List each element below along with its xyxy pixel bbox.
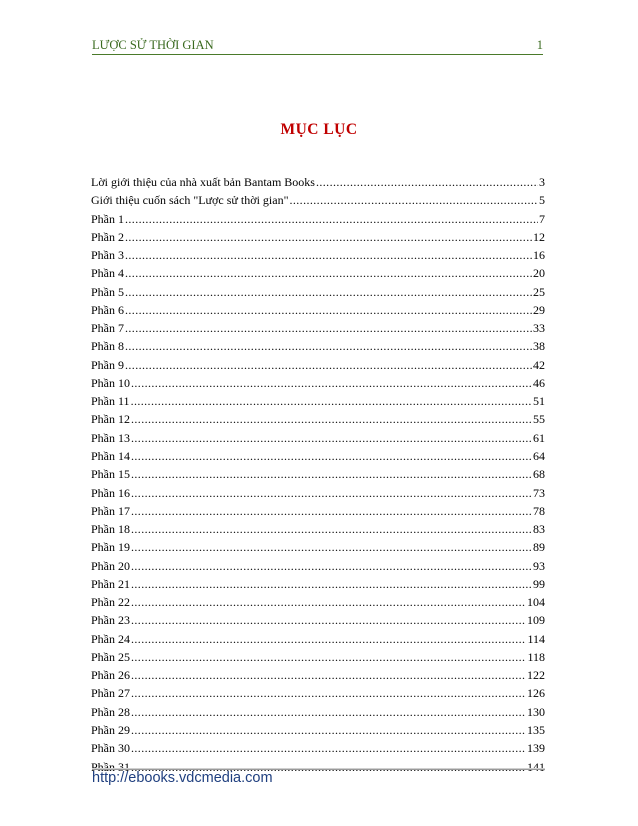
toc-entry-label: Phần 5 — [91, 284, 124, 299]
toc-entry-page: 104 — [527, 595, 545, 610]
toc-entry[interactable] — [91, 210, 545, 228]
toc-entry-page: 55 — [533, 412, 545, 427]
dot-leader — [125, 228, 532, 246]
toc-entry-page: 73 — [533, 485, 545, 500]
toc-entry-page: 139 — [527, 741, 545, 756]
toc-entry-page: 135 — [527, 722, 545, 737]
dot-leader — [125, 264, 532, 282]
dot-leader — [125, 210, 538, 228]
toc-entry-label: Phần 15 — [91, 467, 130, 482]
toc-entry-page: 42 — [533, 357, 545, 372]
dot-leader — [125, 283, 532, 301]
toc-entry-label: Phần 2 — [91, 229, 124, 244]
toc-entry-page: 141 — [527, 759, 545, 774]
dot-leader — [131, 739, 526, 757]
dot-leader — [131, 721, 526, 739]
toc-entry-label: Phần 9 — [91, 357, 124, 372]
toc-entry-label: Phần 21 — [91, 576, 130, 591]
toc-entry[interactable] — [91, 557, 545, 575]
toc-entry[interactable] — [91, 447, 545, 465]
dot-leader — [131, 630, 526, 648]
toc-entry-label: Phần 30 — [91, 741, 130, 756]
toc-entry[interactable] — [91, 410, 545, 428]
dot-leader — [131, 593, 526, 611]
toc-entry-page: 99 — [533, 576, 545, 591]
toc-entry-label: Phần 27 — [91, 686, 130, 701]
toc-entry-page: 78 — [533, 503, 545, 518]
toc-entry-page: 16 — [533, 248, 545, 263]
toc-entry-page: 3 — [539, 175, 545, 189]
dot-leader — [131, 684, 526, 702]
toc-entry[interactable] — [91, 301, 545, 319]
toc-entry-page: 46 — [533, 375, 545, 390]
toc-entry-label: Phần 31 — [91, 759, 130, 774]
footer-link[interactable]: http://ebooks.vdcmedia.com — [92, 770, 273, 786]
toc-entry-page: 12 — [533, 229, 545, 244]
toc-entry-label: Phần 26 — [91, 668, 130, 683]
toc-entry[interactable] — [91, 666, 545, 684]
toc-heading: MỤC LỤC — [280, 121, 358, 138]
toc-entry-page: 20 — [533, 266, 545, 281]
toc-entry[interactable] — [91, 484, 545, 502]
toc-entry-page: 33 — [533, 321, 545, 336]
running-header — [92, 34, 543, 55]
toc-entry-page: 126 — [527, 686, 545, 701]
toc-entry[interactable] — [91, 191, 545, 209]
toc-entry-label: Phần 24 — [91, 631, 130, 646]
header-page-number: 1 — [536, 38, 543, 52]
dot-leader — [131, 520, 532, 538]
toc-entry[interactable] — [91, 264, 545, 282]
dot-leader — [131, 703, 526, 721]
toc-entry[interactable] — [91, 228, 545, 246]
toc-entry-page: 51 — [533, 394, 545, 409]
dot-leader — [131, 465, 532, 483]
toc-entry-label: Phần 20 — [91, 558, 130, 573]
toc-entry[interactable] — [91, 337, 545, 355]
toc-entry-label: Phần 1 — [91, 211, 124, 226]
toc-entry[interactable] — [91, 429, 545, 447]
toc-entry-label: Phần 12 — [91, 412, 130, 427]
toc-entry-page: 64 — [533, 448, 545, 463]
toc-entry[interactable] — [91, 520, 545, 538]
toc-entry[interactable] — [91, 283, 545, 301]
dot-leader — [131, 648, 526, 666]
toc-entry-label: Lời giới thiệu của nhà xuất bản Bantam Books — [91, 175, 315, 189]
toc-entry-label: Phần 11 — [91, 394, 130, 409]
toc-entry-page: 89 — [533, 540, 545, 555]
toc-entry-page: 25 — [533, 284, 545, 299]
dot-leader — [131, 538, 532, 556]
toc-entry-page: 114 — [527, 631, 545, 646]
dot-leader — [125, 301, 532, 319]
toc-entry-label: Phần 4 — [91, 266, 124, 281]
toc-entry-label: Phần 16 — [91, 485, 130, 500]
toc-entry-page: 68 — [533, 467, 545, 482]
toc-entry-label: Phần 10 — [91, 375, 130, 390]
dot-leader — [125, 246, 532, 264]
toc-entry-label: Phần 23 — [91, 613, 130, 628]
dot-leader — [125, 337, 532, 355]
toc-entry[interactable] — [91, 575, 545, 593]
toc-entry[interactable] — [91, 319, 545, 337]
toc-entry-label: Phần 22 — [91, 595, 130, 610]
toc-entry[interactable] — [91, 593, 545, 611]
toc-entry[interactable] — [91, 246, 545, 264]
dot-leader — [131, 392, 532, 410]
dot-leader — [131, 575, 532, 593]
toc-entry-label: Phần 6 — [91, 302, 124, 317]
toc-entry-label: Phần 25 — [91, 649, 130, 664]
toc-entry-label: Phần 8 — [91, 339, 124, 354]
toc-entry[interactable] — [91, 538, 545, 556]
toc-entry-label: Phần 18 — [91, 522, 130, 537]
dot-leader — [131, 429, 532, 447]
toc-entry-page: 93 — [533, 558, 545, 573]
toc-entry[interactable] — [91, 611, 545, 629]
dot-leader — [131, 502, 532, 520]
toc-entry[interactable] — [91, 173, 545, 191]
toc-entry-page: 7 — [539, 211, 545, 226]
dot-leader — [131, 484, 532, 502]
toc-entry-label: Giới thiệu cuốn sách "Lược sử thời gian" — [91, 193, 289, 208]
toc-entry[interactable] — [91, 374, 545, 392]
toc-entry-page: 109 — [527, 613, 545, 628]
toc-entry-page: 5 — [539, 193, 545, 208]
dot-leader — [131, 666, 526, 684]
toc-entry-label: Phần 14 — [91, 448, 130, 463]
dot-leader — [125, 319, 532, 337]
dot-leader — [131, 611, 526, 629]
toc-entry[interactable] — [91, 721, 545, 739]
table-of-contents — [91, 173, 545, 776]
toc-entry-page: 122 — [527, 668, 545, 683]
dot-leader — [125, 356, 532, 374]
toc-entry[interactable] — [91, 648, 545, 666]
toc-entry-label: Phần 17 — [91, 503, 130, 518]
toc-entry[interactable] — [91, 684, 545, 702]
dot-leader — [316, 173, 538, 191]
toc-entry-page: 83 — [533, 522, 545, 537]
toc-entry[interactable] — [91, 502, 545, 520]
dot-leader — [131, 447, 532, 465]
toc-entry-label: Phần 29 — [91, 722, 130, 737]
toc-entry-page: 29 — [533, 302, 545, 317]
header-title: LƯỢC SỬ THỜI GIAN — [92, 38, 214, 52]
dot-leader — [131, 374, 532, 392]
toc-entry[interactable] — [91, 356, 545, 374]
toc-entry-label: Phần 13 — [91, 430, 130, 445]
dot-leader — [131, 410, 532, 428]
toc-entry-page: 130 — [527, 704, 545, 719]
toc-entry-label: Phần 19 — [91, 540, 130, 555]
toc-entry-label: Phần 7 — [91, 321, 124, 336]
toc-entry-page: 118 — [527, 649, 545, 664]
toc-entry-label: Phần 3 — [91, 248, 124, 263]
dot-leader — [131, 557, 532, 575]
toc-entry-page: 61 — [533, 430, 545, 445]
toc-entry[interactable] — [91, 630, 545, 648]
toc-entry-label: Phần 28 — [91, 704, 130, 719]
toc-entry[interactable] — [91, 465, 545, 483]
toc-entry[interactable] — [91, 392, 545, 410]
toc-entry-page: 38 — [533, 339, 545, 354]
toc-entry[interactable] — [91, 739, 545, 757]
dot-leader — [289, 191, 538, 209]
toc-entry[interactable] — [91, 703, 545, 721]
